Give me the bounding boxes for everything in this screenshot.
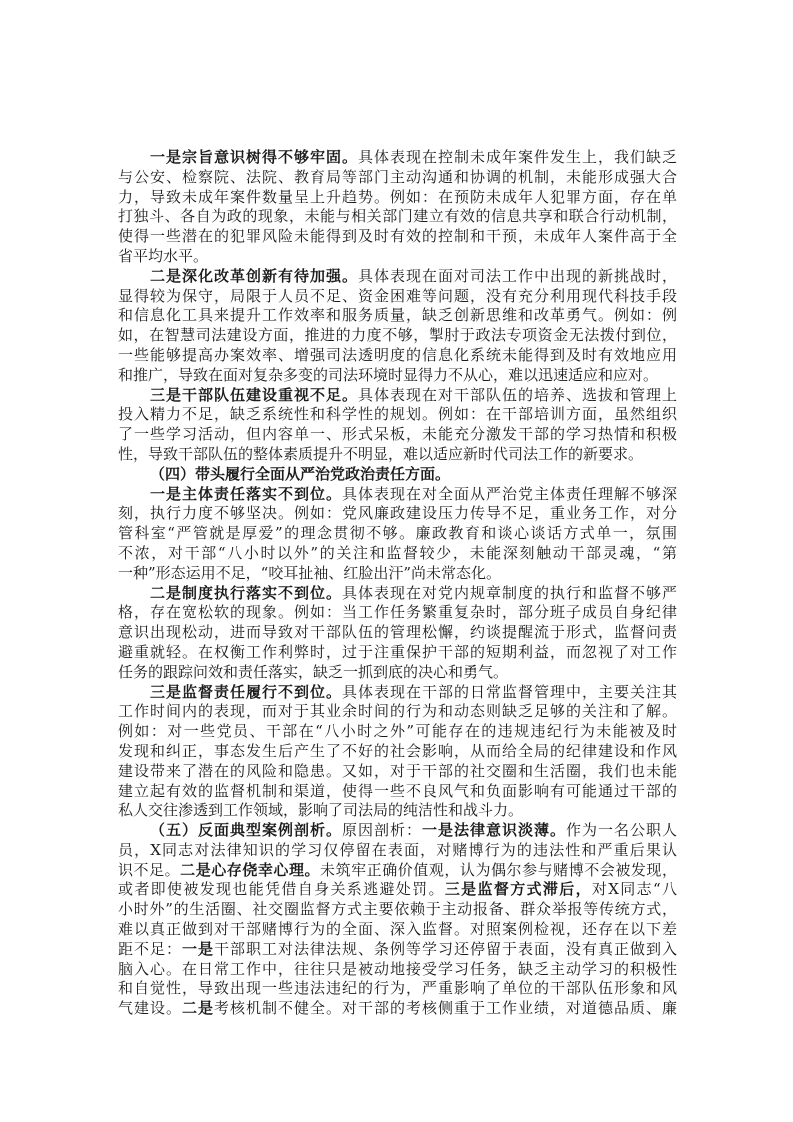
text-run: 原因剖析： xyxy=(341,821,422,840)
text-line xyxy=(118,504,677,524)
text-line xyxy=(118,841,677,861)
text-run: 识不足。 xyxy=(118,860,181,879)
text-line xyxy=(118,821,677,841)
text-line xyxy=(118,979,677,999)
text-run: 脑入心。在日常工作中，往往只是被动地接受学习任务，缺乏主动学习的积极性 xyxy=(118,959,677,978)
text-run: 显得较为保守，局限于人员不足、资金困难等问题，没有充分利用现代科技手段 xyxy=(118,286,677,305)
text-run: 具体表现在对党内规章制度的执行和监督不够严 xyxy=(342,583,677,602)
text-run: 格，存在宽松软的现象。例如：当工作任务繁重复杂时，部分班子成员自身纪律 xyxy=(118,603,677,622)
text-line xyxy=(118,643,677,663)
bold-text-run: 一是 xyxy=(182,939,214,958)
text-run: 难以真正做到对干部赌博行为的全面、深入监督。对照案例检视，还存在以下差 xyxy=(118,920,677,939)
text-line xyxy=(118,366,677,386)
text-line xyxy=(118,880,677,900)
text-run: 省平均水平。 xyxy=(118,246,209,265)
text-line xyxy=(118,940,677,960)
text-run: 私人交往渗透到工作领域，影响了司法局的纯洁性和战斗力。 xyxy=(118,801,524,820)
bold-text-run: 一是主体责任落实不到位。 xyxy=(150,484,342,503)
text-run: 或者即使被发现也能凭借自身关系逃避处罚。 xyxy=(118,880,445,899)
text-line xyxy=(118,247,677,267)
text-run: 性，导致干部队伍的整体素质提升不明显，难以适应新时代司法工作的新要求。 xyxy=(118,444,644,463)
text-line xyxy=(118,663,677,683)
paragraph xyxy=(118,683,677,822)
text-line xyxy=(118,445,677,465)
text-line xyxy=(118,801,677,821)
bold-text-run: 二是制度执行落实不到位。 xyxy=(150,583,342,602)
text-line xyxy=(118,623,677,643)
text-line xyxy=(118,405,677,425)
text-run: 未筑牢正确价值观，认为偶尔参与赌博不会被发现， xyxy=(320,860,677,879)
text-run: 与公安、检察院、法院、教育局等部门主动沟通和协调的机制，未能形成强大合 xyxy=(118,167,677,186)
text-line xyxy=(118,603,677,623)
bold-text-run: 二是心存侥幸心理。 xyxy=(180,860,321,879)
text-run: 建立起有效的监督机制和渠道，使得一些不良风气和负面影响有可能通过干部的 xyxy=(118,781,677,800)
text-line xyxy=(118,584,677,604)
text-line xyxy=(118,188,677,208)
text-line xyxy=(118,386,677,406)
text-run: 一些能够提高办案效率、增强司法透明度的信息化系统未能得到及时有效地应用 xyxy=(118,345,677,364)
paragraph xyxy=(118,267,677,386)
text-line xyxy=(118,227,677,247)
text-run: 力，导致未成年案件数量呈上升趋势。例如：在预防未成年人犯罪方面，存在单 xyxy=(118,187,677,206)
text-line xyxy=(118,306,677,326)
text-run: 具体表现在对干部队伍的培养、选拔和管理上 xyxy=(358,385,677,404)
bold-text-run: 二是深化改革创新有待加强。 xyxy=(150,266,358,285)
text-line xyxy=(118,960,677,980)
text-run: 干部职工对法律法规、条例等学习还停留于表面，没有真正做到入 xyxy=(214,939,677,958)
text-line xyxy=(118,742,677,762)
text-run: 和自觉性，导致出现一些违法违纪的行为，严重影响了单位的干部队伍形象和风 xyxy=(118,979,677,998)
text-run: 投入精力不足，缺乏系统性和科学性的规划。例如：在干部培训方面，虽然组织 xyxy=(118,405,677,424)
bold-text-run: （五）反面典型案例剖析。 xyxy=(150,821,342,840)
text-line xyxy=(118,168,677,188)
text-run: 和信息化工具来提升工作效率和服务质量，缺乏创新思维和改革勇气。例如：例 xyxy=(118,306,677,325)
text-run: 避重就轻。在权衡工作利弊时，过于注重保护干部的短期利益，而忽视了对工作 xyxy=(118,642,677,661)
text-run: 具体表现在面对司法工作中出现的新挑战时， xyxy=(358,266,677,285)
text-run: 工作时间内的表现，而对于其业余时间的行为和动态则缺乏足够的关注和了解。 xyxy=(118,702,677,721)
text-run: 距不足： xyxy=(118,939,182,958)
text-run: 具体表现在对全面从严治党主体责任理解不够深 xyxy=(342,484,677,503)
text-run: 了一些学习活动，但内容单一、形式呆板，未能充分激发干部的学习热情和积极 xyxy=(118,425,677,444)
text-line xyxy=(118,782,677,802)
text-run: 刻，执行力度不够坚决。例如：党风廉政建设压力传导不足，重业务工作，对分 xyxy=(118,504,677,523)
text-run: 具体表现在干部的日常监督管理中，主要关注其 xyxy=(342,682,677,701)
text-line xyxy=(118,722,677,742)
paragraph xyxy=(118,465,677,485)
text-run: 建设带来了潜在的风险和隐患。又如，对于干部的社交圈和生活圈，我们也未能 xyxy=(118,761,677,780)
text-line xyxy=(118,544,677,564)
bold-text-run: 三是干部队伍建设重视不足。 xyxy=(150,385,358,404)
text-line xyxy=(118,346,677,366)
text-line xyxy=(118,564,677,584)
text-run: 具体表现在控制未成年案件发生上，我们缺乏 xyxy=(358,148,677,166)
text-line xyxy=(118,702,677,722)
text-run: 员，X同志对法律知识的学习仅停留在表面，对赌博行为的违法性和严重后果认 xyxy=(118,840,677,859)
text-line xyxy=(118,999,677,1019)
text-run: 意识出现松动，进而导致对干部队伍的管理松懈，约谈提醒流于形式，监督问责 xyxy=(118,623,677,642)
text-run: 如，在智慧司法建设方面，推进的力度不够，掣肘于政法专项资金无法拨付到位， xyxy=(118,326,677,345)
text-run: 作为一名公职人 xyxy=(565,821,677,840)
text-run: 例如：对一些党员、干部在“八小时之外”可能存在的违规违纪行为未能被及时 xyxy=(118,722,677,741)
bold-text-run: （四）带头履行全面从严治党政治责任方面。 xyxy=(150,464,451,483)
text-run: 考核机制不健全。对干部的考核侧重于工作业绩，对道德品质、廉 xyxy=(214,999,677,1018)
text-line xyxy=(118,326,677,346)
text-line xyxy=(118,148,677,168)
text-line xyxy=(118,485,677,505)
paragraph xyxy=(118,386,677,465)
bold-text-run: 二是 xyxy=(182,999,214,1018)
text-line xyxy=(118,207,677,227)
text-line xyxy=(118,861,677,881)
bold-text-run: 一是法律意识淡薄。 xyxy=(421,821,566,840)
text-run: 和推广，导致在面对复杂多变的司法环境时显得力不从心，难以迅速适应和应对。 xyxy=(118,365,659,384)
paragraph xyxy=(118,584,677,683)
text-line xyxy=(118,287,677,307)
text-line xyxy=(118,900,677,920)
text-line xyxy=(118,267,677,287)
text-line xyxy=(118,762,677,782)
text-run: 打独斗、各自为政的现象，未能与相关部门建立有效的信息共享和联合行动机制， xyxy=(118,207,677,226)
text-line xyxy=(118,425,677,445)
paragraph xyxy=(118,821,677,1019)
text-run: 管科室“严管就是厚爱”的理念贯彻不够。廉政教育和谈心谈话方式单一，氛围 xyxy=(118,524,677,543)
document-body xyxy=(118,148,677,1019)
text-run: 发现和纠正，事态发生后产生了不好的社会影响，从而给全局的纪律建设和作风 xyxy=(118,741,677,760)
text-line xyxy=(118,465,677,485)
text-line xyxy=(118,524,677,544)
text-run: 气建设。 xyxy=(118,999,182,1018)
text-run: 一种”形态运用不足，“咬耳扯袖、红脸出汗”尚未常态化。 xyxy=(118,563,502,582)
paragraph xyxy=(118,485,677,584)
text-run: 不浓，对干部“八小时以外”的关注和监督较少，未能深刻触动干部灵魂，“第 xyxy=(118,543,677,562)
text-line xyxy=(118,683,677,703)
bold-text-run: 一是宗旨意识树得不够牢固。 xyxy=(150,148,358,166)
bold-text-run: 三是监督责任履行不到位。 xyxy=(150,682,342,701)
text-run: 对X同志“八 xyxy=(591,880,677,899)
text-run: 任务的跟踪问效和责任落实，缺乏一抓到底的决心和勇气。 xyxy=(118,662,509,681)
text-run: 使得一些潜在的犯罪风险未能得到及时有效的控制和干预，未成年人案件高于全 xyxy=(118,227,677,246)
text-run: 小时外”的生活圈、社交圈监督方式主要依赖于主动报备、群众举报等传统方式， xyxy=(118,900,677,919)
bold-text-run: 三是监督方式滞后， xyxy=(444,880,592,899)
paragraph xyxy=(118,148,677,267)
text-line xyxy=(118,920,677,940)
